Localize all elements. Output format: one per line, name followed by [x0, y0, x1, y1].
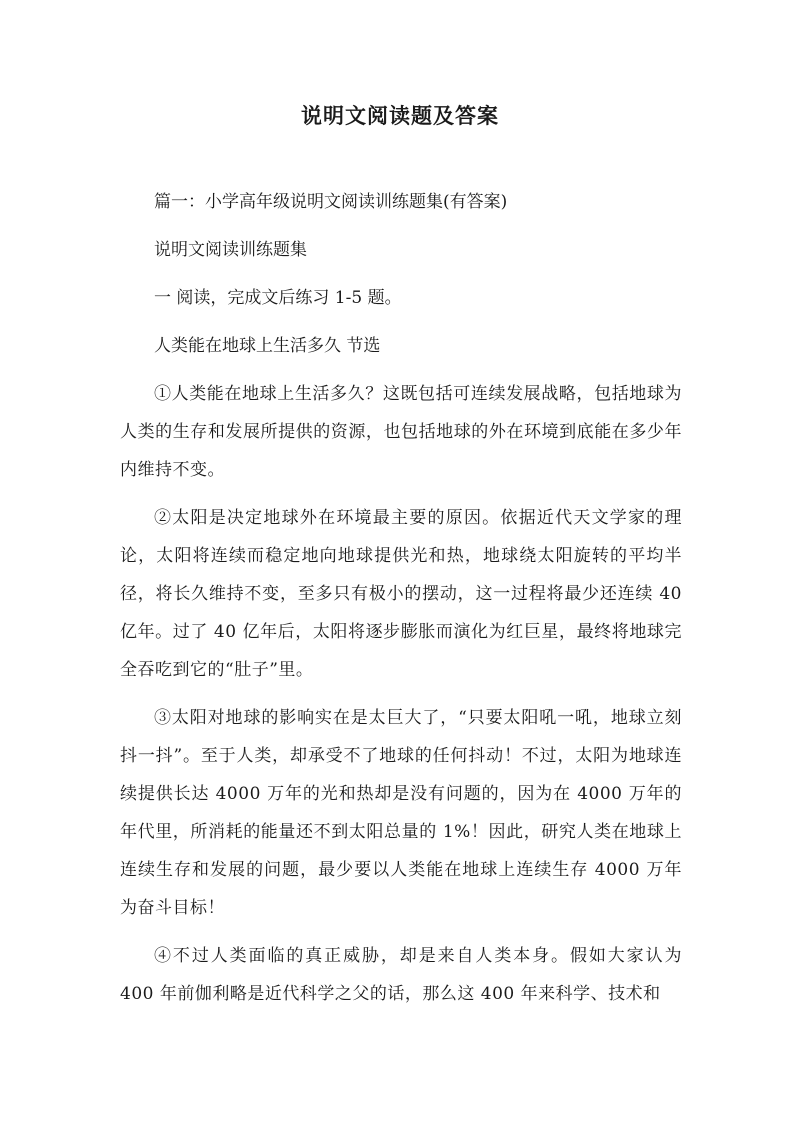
collection-heading: 说明文阅读训练题集	[154, 240, 307, 260]
article-title: 人类能在地球上生活多久 节选	[154, 336, 381, 356]
paragraph-3: ③太阳对地球的影响实在是太巨大了，“只要太阳吼一吼，地球立刻抖一抖”。至于人类，却承受不了地球的任何抖动！不过，太阳为地球连续提供长达 4000 万年的光和热却是没有问题的，因为在 4000 万年的年代里，所消耗的能量还不到太阳总量的 1%！因此，研究人类在地球上连续生存和发展的问题，最少要以人类能在地球上连续生存 4000 万年为奋斗目标！	[120, 708, 682, 918]
document-body	[120, 183, 682, 1013]
exercise-instruction: 一 阅读，完成文后练习 1-5 题。	[154, 288, 402, 308]
document-title: 说明文阅读题及答案	[301, 103, 499, 128]
paragraph-2: ②太阳是决定地球外在环境最主要的原因。依据近代天文学家的理论，太阳将连续而稳定地向地球提供光和热，地球绕太阳旋转的平均半径，将长久维持不变，至多只有极小的摆动，这一过程将最少还连续 40 亿年。过了 40 亿年后，太阳将逐步膨胀而演化为红巨星，最终将地球完全吞吃到它的“肚子”里。	[120, 508, 682, 680]
section-heading: 篇一：小学高年级说明文阅读训练题集(有答案)	[154, 192, 508, 212]
paragraph-4: ④不过人类面临的真正威胁，却是来自人类本身。假如大家认为 400 年前伽利略是近代科学之父的话，那么这 400 年来科学、技术和	[120, 946, 682, 1004]
paragraph-1: ①人类能在地球上生活多久？这既包括可连续发展战略，包括地球为人类的生存和发展所提供的资源，也包括地球的外在环境到底能在多少年内维持不变。	[120, 384, 682, 480]
